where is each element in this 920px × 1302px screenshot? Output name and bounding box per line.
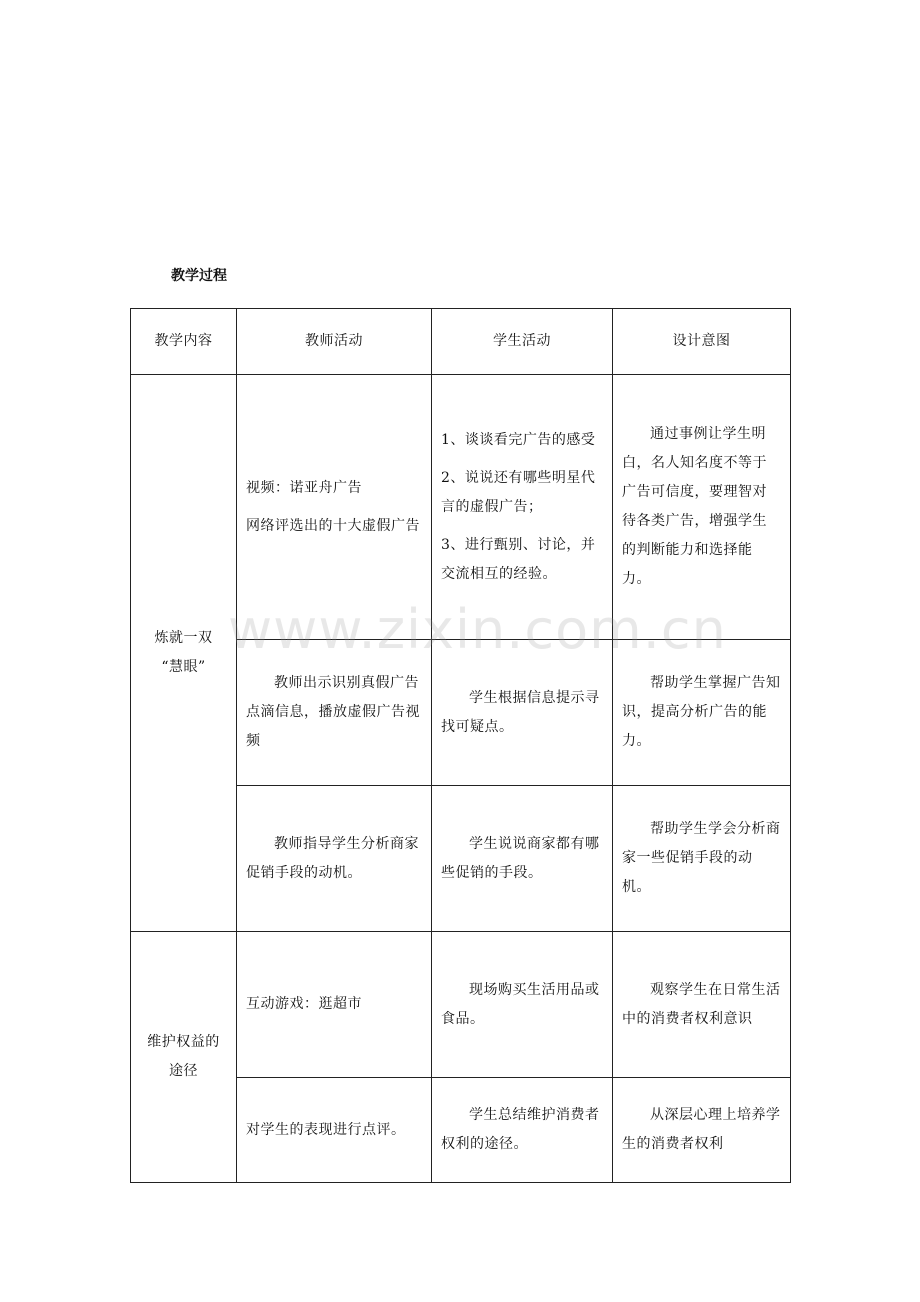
content-line: 途径 [169, 1063, 198, 1079]
header-teaching-content: 教学内容 [131, 309, 237, 375]
student-activity-cell: 学生总结维护消费者权利的途径。 [432, 1078, 613, 1183]
student-activity-cell: 学生根据信息提示寻找可疑点。 [432, 640, 613, 786]
content-line: 维护权益的 [147, 1034, 220, 1050]
teacher-activity-cell [237, 375, 432, 640]
student-activity-line: 1、谈谈看完广告的感受 [441, 431, 596, 448]
section-title: 教学过程 [171, 268, 227, 284]
table-header-row [131, 309, 791, 375]
table-row [131, 375, 791, 640]
student-activity-line: 2、说说还有哪些明星代言的虚假广告； [441, 469, 596, 515]
design-intent-cell: 从深层心理上培养学生的消费者权利 [613, 1078, 791, 1183]
design-intent-cell: 帮助学生学会分析商家一些促销手段的动机。 [613, 786, 791, 932]
design-intent-cell: 帮助学生掌握广告知识，提高分析广告的能力。 [613, 640, 791, 786]
teacher-activity-line: 网络评选出的十大虚假广告 [246, 517, 420, 534]
student-activity-line: 3、进行甄别、讨论，并交流相互的经验。 [441, 536, 596, 582]
content-line: “慧眼” [161, 659, 206, 675]
teacher-activity-cell: 教师出示识别真假广告点滴信息，播放虚假广告视频 [237, 640, 432, 786]
student-activity-cell [432, 375, 613, 640]
header-student-activity: 学生活动 [432, 309, 613, 375]
table-row [131, 932, 791, 1078]
teacher-activity-cell: 对学生的表现进行点评。 [237, 1078, 432, 1183]
header-design-intent: 设计意图 [613, 309, 791, 375]
content-cell-section1 [131, 375, 237, 932]
lesson-table-wrapper [130, 308, 791, 1183]
student-activity-cell: 学生说说商家都有哪些促销的手段。 [432, 786, 613, 932]
content-cell-section2 [131, 932, 237, 1183]
teacher-activity-line: 视频：诺亚舟广告 [246, 479, 362, 496]
teacher-activity-cell: 互动游戏：逛超市 [237, 932, 432, 1078]
teacher-activity-cell: 教师指导学生分析商家促销手段的动机。 [237, 786, 432, 932]
design-intent-cell: 观察学生在日常生活中的消费者权利意识 [613, 932, 791, 1078]
header-teacher-activity: 教师活动 [237, 309, 432, 375]
watermark: www.zixin.com.cn [228, 598, 727, 661]
lesson-process-table [130, 308, 791, 1183]
design-intent-cell: 通过事例让学生明白，名人知名度不等于广告可信度，要理智对待各类广告，增强学生的判断能力和选择能力。 [613, 375, 791, 640]
content-line: 炼就一双 [154, 630, 213, 646]
student-activity-cell: 现场购买生活用品或食品。 [432, 932, 613, 1078]
